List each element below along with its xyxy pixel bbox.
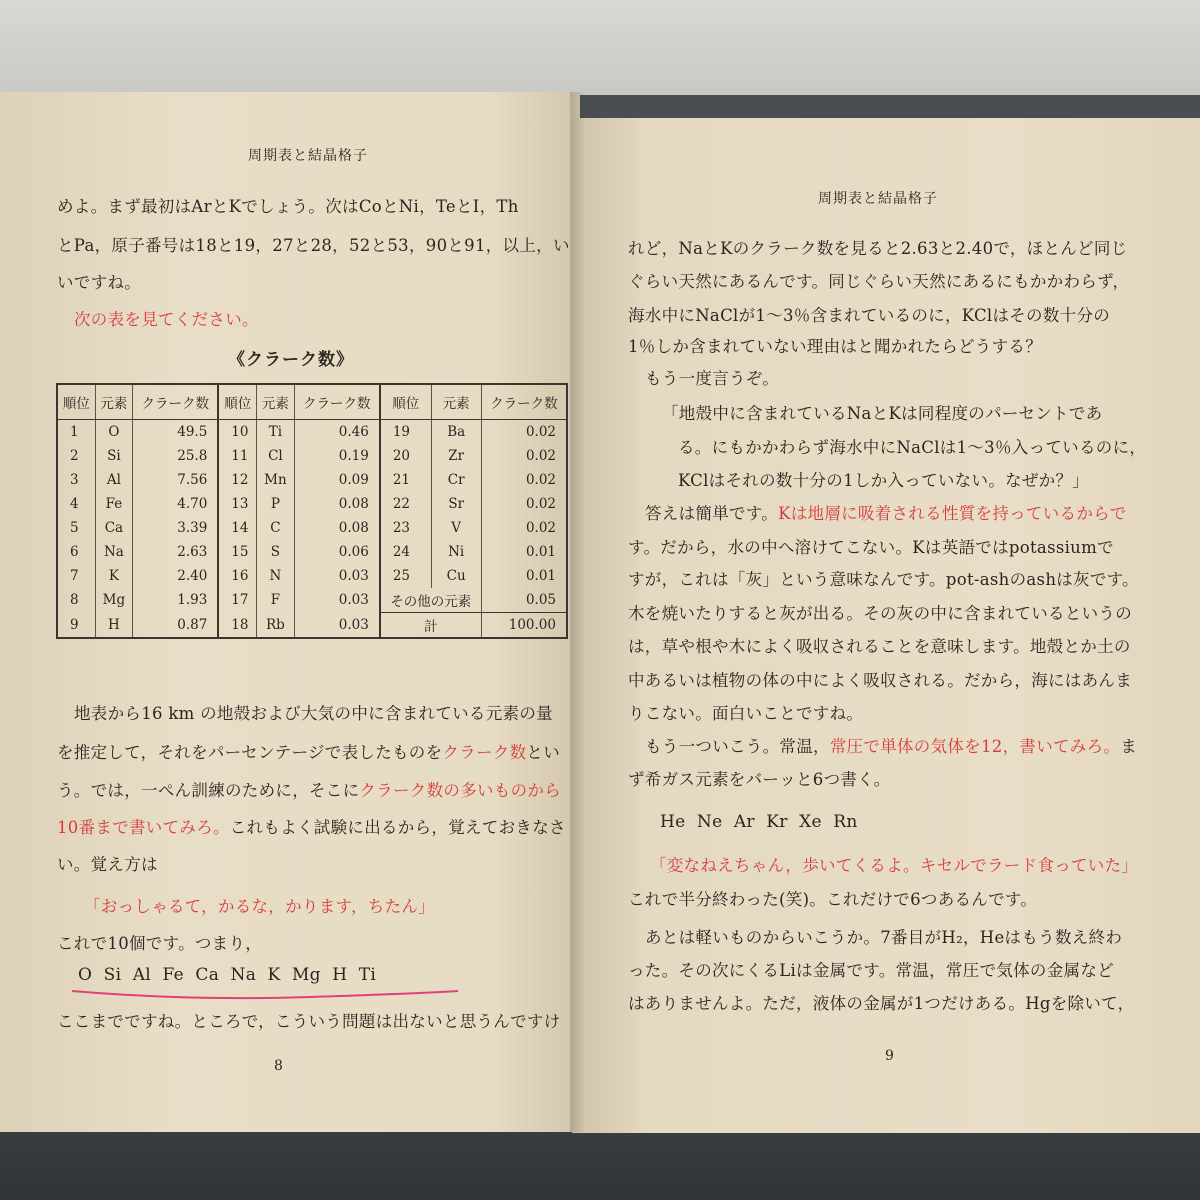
rank-cell: 10	[218, 420, 256, 445]
right-mnemonic: 「変なねえちゃん，歩いてくるよ。キセルでラード食っていた」	[650, 856, 1139, 875]
clarke-value-cell: 7.56	[133, 468, 219, 492]
clarke-value-cell: 0.01	[481, 540, 567, 564]
clarke-value-cell: 3.39	[133, 516, 219, 540]
clarke-value-cell: 0.03	[294, 564, 380, 588]
elements-line: O Si Al Fe Ca Na K Mg H Ti	[78, 965, 377, 985]
element-cell: Si	[95, 444, 133, 468]
right-line-8: KClはそれの数十分の1しか入っていない。なぜか？」	[678, 471, 1090, 490]
p1-l2-b: クラーク数	[442, 743, 527, 762]
clarke-value-cell: 4.70	[133, 492, 219, 516]
p1-l3-b: クラーク数の多いものから	[359, 781, 562, 800]
clarke-value-cell: 0.03	[294, 613, 380, 639]
clarke-value-cell: 2.63	[133, 540, 219, 564]
th-rank-2: 順位	[218, 384, 256, 420]
right-page-number: 9	[885, 1048, 894, 1064]
table-row	[57, 420, 567, 445]
clarke-value-cell: 0.02	[481, 516, 567, 540]
element-cell: V	[431, 516, 481, 540]
p1-l4-a: 10番まで書いてみろ。	[57, 818, 230, 837]
element-cell: F	[257, 588, 295, 613]
right-line-20: った。その次にくるLiは金属です。常温，常圧で気体の金属など	[628, 961, 1114, 980]
gutter-shadow	[570, 92, 584, 1132]
p1-line-1: 地表から16 km の地殻および大気の中に含まれている元素の量	[74, 704, 553, 723]
right-l9-a: 答えは簡単です。	[645, 504, 779, 523]
element-cell: O	[95, 420, 133, 445]
clarke-value-cell: 0.01	[481, 564, 567, 588]
p1-l4-b: これもよく試験に出るから，覚えておきなさ	[229, 818, 566, 837]
p1-line-3	[57, 777, 561, 801]
rank-cell: 19	[380, 420, 431, 445]
clarke-value-cell: 0.87	[133, 613, 219, 639]
rank-cell: 15	[218, 540, 256, 564]
rank-cell: 22	[380, 492, 431, 516]
left-line-1: めよ。まず最初はArとKでしょう。次はCoとNi，TeとI，Th	[57, 197, 519, 216]
clarke-table	[56, 383, 568, 639]
element-cell: Al	[95, 468, 133, 492]
p1-l2-c: とい	[526, 743, 561, 762]
table-row	[57, 564, 567, 588]
th-element-1: 元素	[95, 384, 133, 420]
element-cell: Na	[95, 540, 133, 564]
right-line-11: すが，これは「灰」という意味なんです。pot-ashのashは灰です。	[628, 570, 1139, 589]
right-line-2: ぐらい天然にあるんです。同じぐらい天然にあるにもかかわらず，	[628, 272, 1130, 291]
clarke-value-cell: 0.06	[294, 540, 380, 564]
right-line-9	[645, 500, 1127, 524]
element-cell: K	[95, 564, 133, 588]
right-line-17: ず希ガス元素をバーッと6つ書く。	[628, 770, 891, 789]
th-clarke-3: クラーク数	[481, 384, 567, 420]
element-cell: Ca	[95, 516, 133, 540]
rank-cell: 17	[218, 588, 256, 613]
background-top	[0, 0, 1200, 95]
left-mnemonic: 「おっしゃるて，かるな，かります，ちたん」	[84, 897, 435, 916]
th-element-3: 元素	[431, 384, 481, 420]
element-cell: Cl	[257, 444, 295, 468]
element-cell: Cr	[431, 468, 481, 492]
right-line-10: す。だから，水の中へ溶けてこない。Kは英語ではpotassiumで	[628, 538, 1114, 557]
rank-cell: 21	[380, 468, 431, 492]
other-elements-label: その他の元素	[380, 588, 481, 613]
element-cell: Sr	[431, 492, 481, 516]
right-line-5: もう一度言うぞ。	[645, 369, 780, 388]
table-row	[57, 492, 567, 516]
clarke-value-cell: 0.02	[481, 492, 567, 516]
rank-cell: 12	[218, 468, 256, 492]
clarke-value-cell: 0.02	[481, 444, 567, 468]
rank-cell: 11	[218, 444, 256, 468]
left-page-number: 8	[274, 1058, 283, 1074]
rank-cell: 9	[57, 613, 95, 639]
table-row	[57, 516, 567, 540]
right-l16-c: ま	[1120, 737, 1138, 756]
right-line-3: 海水中にNaClが1～3％含まれているのに，KClはその数十分の	[628, 306, 1111, 325]
clarke-value-cell: 0.03	[294, 588, 380, 613]
rank-cell: 14	[218, 516, 256, 540]
right-line-15: りこない。面白いことですね。	[628, 704, 864, 723]
rank-cell: 3	[57, 468, 95, 492]
element-cell: P	[257, 492, 295, 516]
right-line-7: る。にもかかわらず海水中にNaClは1～3％入っているのに，	[678, 438, 1147, 457]
p1-l2-a: を推定して，それをパーセンテージで表したものを	[57, 743, 443, 762]
rank-cell: 23	[380, 516, 431, 540]
element-cell: Ni	[431, 540, 481, 564]
clarke-value-cell: 2.40	[133, 564, 219, 588]
rank-cell: 24	[380, 540, 431, 564]
p1-line-4	[57, 814, 566, 838]
table-row	[57, 468, 567, 492]
right-l16-b: 常圧で単体の気体を12，書いてみろ。	[829, 737, 1121, 756]
clarke-value-cell: 0.19	[294, 444, 380, 468]
th-element-2: 元素	[257, 384, 295, 420]
left-line-3: いですね。	[57, 273, 141, 292]
left-instruction: 次の表を見てください。	[74, 310, 259, 329]
rank-cell: 2	[57, 444, 95, 468]
clarke-value-cell: 25.8	[133, 444, 219, 468]
other-elements-value: 0.05	[481, 588, 567, 613]
table-title: 《クラーク数》	[228, 350, 354, 370]
right-running-head: 周期表と結晶格子	[818, 191, 938, 207]
p1-l3-a: う。では，一ぺん訓練のために，そこに	[57, 781, 360, 800]
element-cell: H	[95, 613, 133, 639]
table-row	[57, 540, 567, 564]
rank-cell: 1	[57, 420, 95, 445]
right-line-13: は，草や根や木によく吸収されることを意味します。地殻とか土の	[628, 637, 1131, 656]
left-last-line: ここまでですね。ところで，こういう問題は出ないと思うんですけ	[57, 1012, 561, 1031]
clarke-value-cell: 0.46	[294, 420, 380, 445]
rank-cell: 16	[218, 564, 256, 588]
rank-cell: 25	[380, 564, 431, 588]
rank-cell: 8	[57, 588, 95, 613]
element-cell: Rb	[257, 613, 295, 639]
clarke-value-cell: 0.08	[294, 516, 380, 540]
th-clarke-2: クラーク数	[294, 384, 380, 420]
element-cell: Fe	[95, 492, 133, 516]
right-line-1: れど，NaとKのクラーク数を見ると2.63と2.40で，ほとんど同じ	[628, 239, 1128, 258]
right-line-4: 1％しか含まれていない理由はと聞かれたらどうする？	[628, 337, 1042, 356]
right-line-21: はありませんよ。ただ，液体の金属が1つだけある。Hgを除いて，	[628, 994, 1135, 1013]
th-clarke-1: クラーク数	[133, 384, 219, 420]
left-running-head: 周期表と結晶格子	[248, 148, 368, 164]
rank-cell: 6	[57, 540, 95, 564]
rank-cell: 20	[380, 444, 431, 468]
clarke-value-cell: 49.5	[133, 420, 219, 445]
element-cell: Zr	[431, 444, 481, 468]
table-row	[57, 444, 567, 468]
element-cell: Ba	[431, 420, 481, 445]
clarke-value-cell: 1.93	[133, 588, 219, 613]
element-cell: Mn	[257, 468, 295, 492]
th-rank-3: 順位	[380, 384, 431, 420]
right-line-19: あとは軽いものからいこうか。7番目がH₂，Heはもう数え終わ	[645, 928, 1123, 947]
pink-underline	[70, 985, 460, 1005]
right-l16-a: もう一ついこう。常温，	[645, 737, 830, 756]
rank-cell: 18	[218, 613, 256, 639]
right-line-16	[645, 733, 1137, 757]
left-line-2: とPa，原子番号は18と19，27と28，52と53，90と91，以上，い	[57, 236, 570, 255]
element-cell: C	[257, 516, 295, 540]
clarke-value-cell: 0.02	[481, 468, 567, 492]
element-cell: Cu	[431, 564, 481, 588]
p1-line-5: い。覚え方は	[57, 855, 158, 874]
th-rank-1: 順位	[57, 384, 95, 420]
p1-line-2	[57, 739, 560, 763]
clarke-table-body	[57, 420, 567, 639]
rank-cell: 7	[57, 564, 95, 588]
clarke-value-cell: 0.02	[481, 420, 567, 445]
rank-cell: 13	[218, 492, 256, 516]
left-ten-line: これで10個です。つまり，	[57, 934, 263, 953]
rank-cell: 5	[57, 516, 95, 540]
table-row	[57, 613, 567, 639]
noble-gas-line: He Ne Ar Kr Xe Rn	[660, 812, 858, 832]
right-line-18: これで半分終わった(笑)。これだけで6つあるんです。	[628, 890, 1038, 909]
element-cell: Ti	[257, 420, 295, 445]
element-cell: S	[257, 540, 295, 564]
right-line-6: 「地殻中に含まれているNaとKは同程度のパーセントであ	[662, 404, 1103, 423]
element-cell: Mg	[95, 588, 133, 613]
clarke-value-cell: 0.09	[294, 468, 380, 492]
element-cell: N	[257, 564, 295, 588]
table-row	[57, 588, 567, 613]
right-line-12: 木を焼いたりすると灰が出る。その灰の中に含まれているというの	[628, 604, 1132, 623]
total-label: 計	[380, 613, 481, 639]
total-value: 100.00	[481, 613, 567, 639]
right-l9-b: Kは地層に吸着される性質を持っているからで	[778, 504, 1127, 523]
right-line-14: 中あるいは植物の体の中によく吸収される。だから，海にはあんま	[628, 671, 1132, 690]
rank-cell: 4	[57, 492, 95, 516]
clarke-value-cell: 0.08	[294, 492, 380, 516]
